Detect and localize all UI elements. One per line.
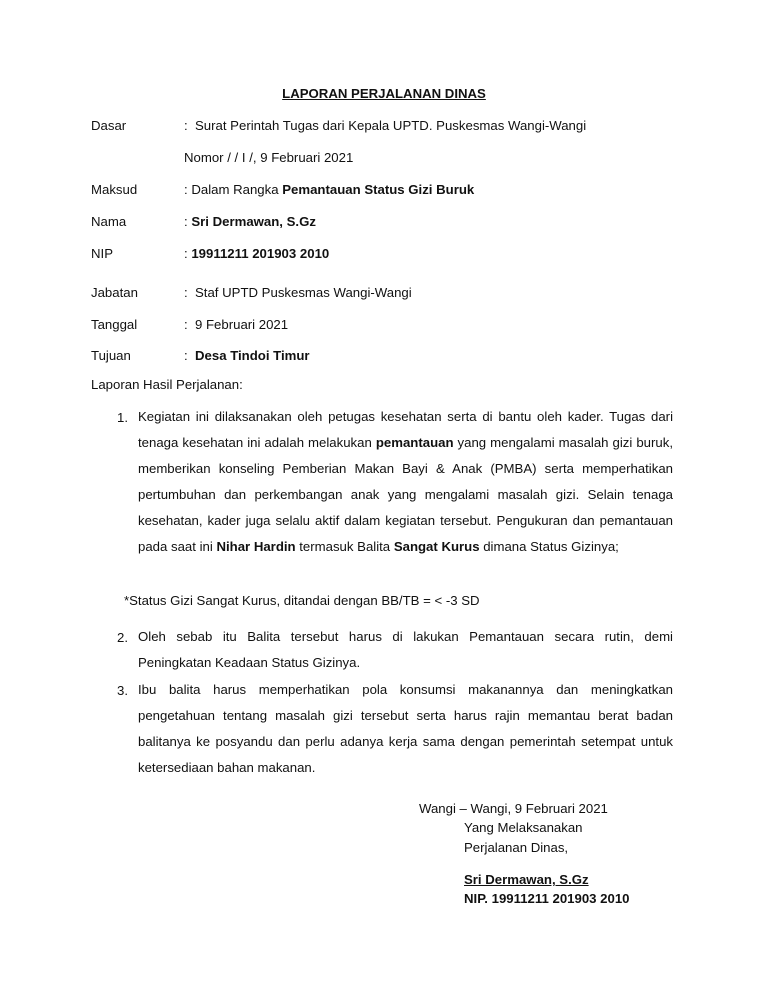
nip-value: : 19911211 201903 2010 [184, 246, 330, 261]
jabatan-label: Jabatan [91, 285, 138, 300]
dasar-label: Dasar [91, 118, 127, 133]
dasar-nomor: Nomor / / I /, 9 Februari 2021 [184, 150, 354, 165]
item-2-number: 2. [117, 630, 128, 645]
tanggal-label: Tanggal [91, 317, 138, 332]
item-3-text: Ibu balita harus memperhatikan pola konsumsi makanannya dan meningkatkan pengetahuan tentang masalah gizi tersebut serta harus rajin memantau berat badan balitanya ke posyandu dan perlu adanya kerja sama dengan pemerintah setempat untuk ketersediaan bahan makanan. [138, 682, 673, 775]
signature-name: Sri Dermawan, S.Gz [464, 872, 589, 887]
maksud-label: Maksud [91, 182, 138, 197]
nama-value: : Sri Dermawan, S.Gz [184, 214, 316, 229]
item-1-text: Kegiatan ini dilaksanakan oleh petugas kesehatan serta di bantu oleh kader. Tugas dari tenaga kesehatan ini adalah melakukan pemantauan yang mengalami masalah gizi buruk, memberikan konseling Pemberian Makan Bayi & Anak (PMBA) serta memperhatikan pertumbuhan dan perkembangan anak yang mengalami masalah gizi. Selain tenaga kesehatan, kader juga selalu aktif dalam kegiatan tersebut. Pengukuran dan pemantauan pada saat ini Nihar Hardin termasuk Balita Sangat Kurus dimana Status Gizinya; [138, 409, 673, 554]
dasar-value: : Surat Perintah Tugas dari Kepala UPTD. Puskesmas Wangi-Wangi [184, 118, 587, 133]
signature-nip: NIP. 19911211 201903 2010 [464, 891, 630, 906]
document-title: LAPORAN PERJALANAN DINAS [282, 86, 486, 101]
item-1-note: *Status Gizi Sangat Kurus, ditandai dengan BB/TB = < -3 SD [124, 593, 480, 608]
item-1-number: 1. [117, 410, 128, 425]
tanggal-value: : 9 Februari 2021 [184, 317, 289, 332]
jabatan-value: : Staf UPTD Puskesmas Wangi-Wangi [184, 285, 412, 300]
nama-label: Nama [91, 214, 127, 229]
signature-line-1: Yang Melaksanakan [464, 820, 583, 835]
signature-line-2: Perjalanan Dinas, [464, 840, 569, 855]
item-2-text: Oleh sebab itu Balita tersebut harus di lakukan Pemantauan secara rutin, demi Peningkatan Keadaan Status Gizinya. [138, 629, 673, 670]
tujuan-value: : Desa Tindoi Timur [184, 348, 310, 363]
maksud-value: : Dalam Rangka Pemantauan Status Gizi Buruk [184, 182, 475, 197]
item-3-number: 3. [117, 683, 128, 698]
nip-label: NIP [91, 246, 113, 261]
report-heading: Laporan Hasil Perjalanan: [91, 377, 243, 392]
signature-place-date: Wangi – Wangi, 9 Februari 2021 [419, 801, 608, 816]
tujuan-label: Tujuan [91, 348, 131, 363]
